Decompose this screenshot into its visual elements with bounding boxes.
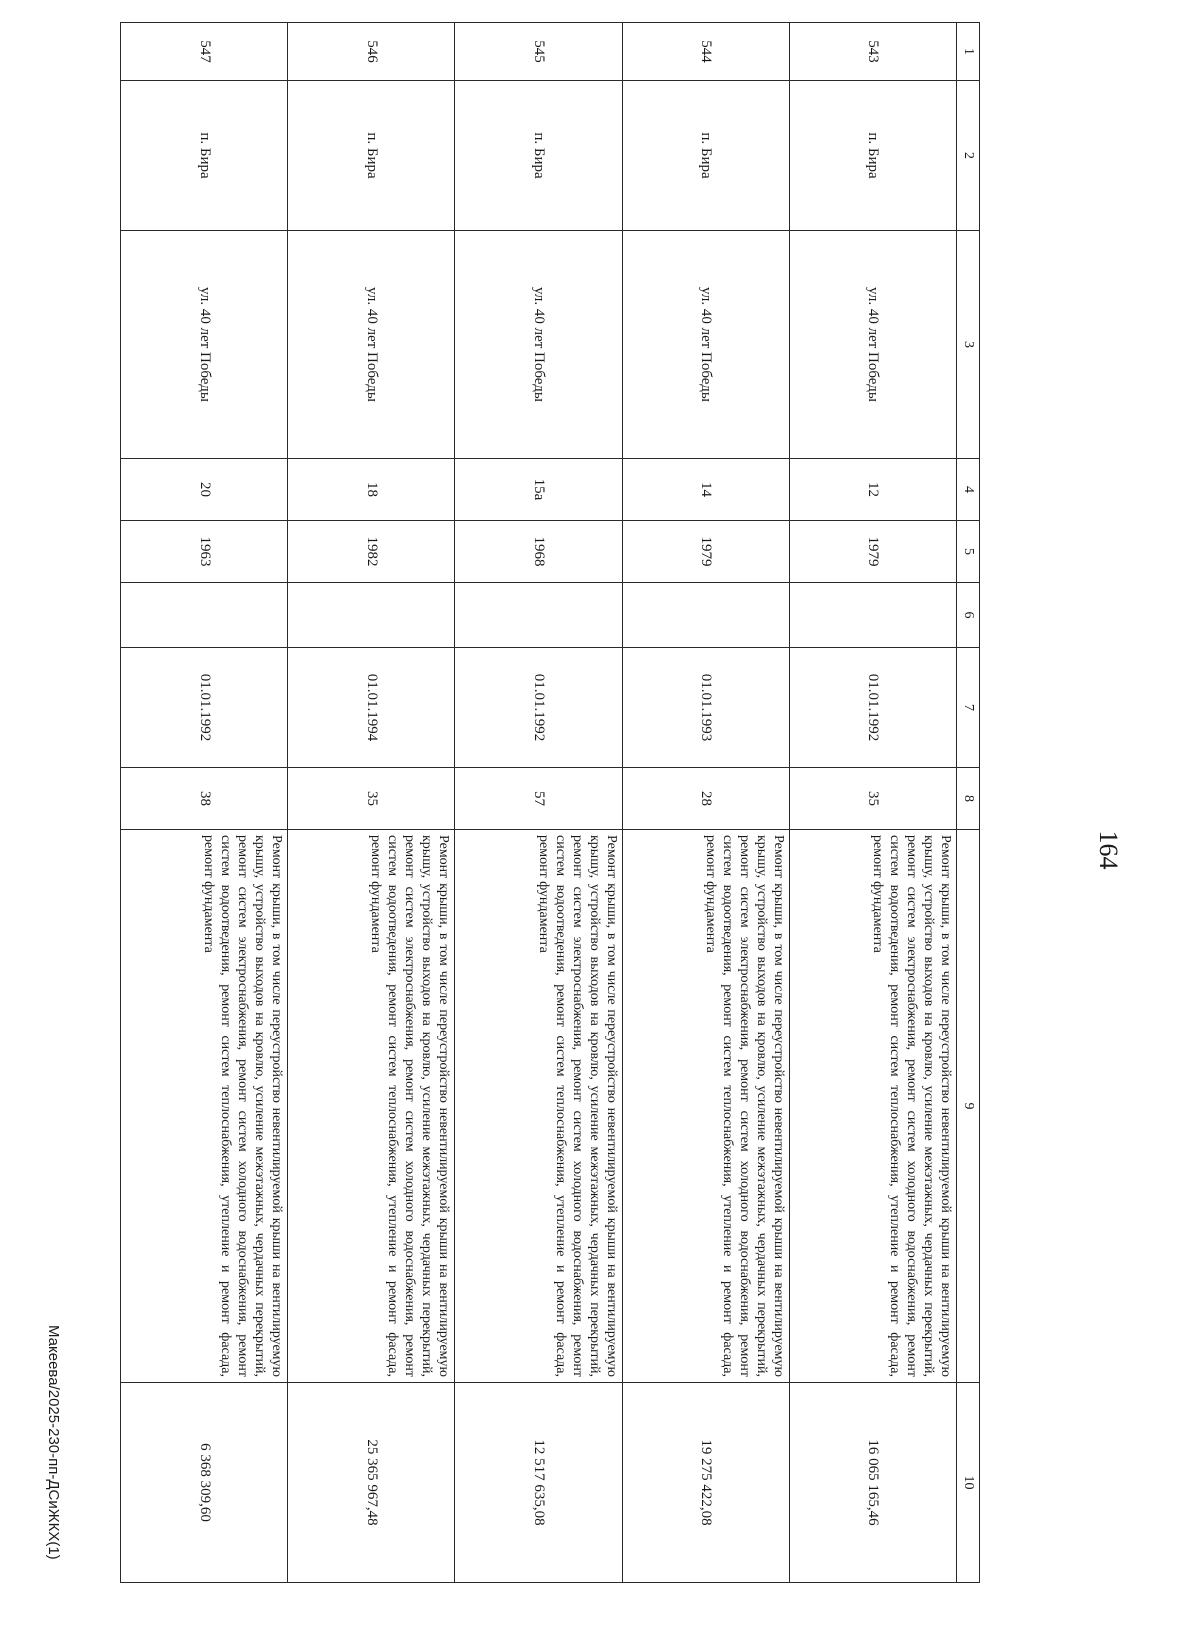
build-year: 1979 (622, 521, 789, 583)
works-description: Ремонт крыши, в том числе переустройство невентилируемой крыши на вентилируемую крышу, устройство выходов на кровлю, усиление межэтажных, чердачных перекрытий, ремонт систем электроснабжения, ремонт систем холодного водоснабжения, ремонт систем водоотведения, ремонт систем теплоснабжения, утепление и ремонт фасада, ремонт фундамента (789, 830, 956, 1383)
row-number: 545 (455, 23, 622, 81)
works-description: Ремонт крыши, в том числе переустройство невентилируемой крыши на вентилируемую крышу, устройство выходов на кровлю, усиление межэтажных, чердачных перекрытий, ремонт систем электроснабжения, ремонт систем холодного водоснабжения, ремонт систем водоотведения, ремонт систем теплоснабжения, утепление и ремонт фасада, ремонт фундамента (455, 830, 622, 1383)
row-number: 543 (789, 23, 956, 81)
column-number-6: 6 (957, 583, 980, 648)
column-number-row (957, 23, 980, 1583)
table-row (121, 23, 288, 1583)
build-year: 1982 (288, 521, 455, 583)
column-8-value: 57 (455, 768, 622, 830)
date: 01.01.1992 (455, 648, 622, 768)
cost: 6 368 309,60 (121, 1383, 288, 1583)
settlement: п. Бира (789, 81, 956, 231)
table-body (121, 23, 957, 1583)
cost: 19 275 422,08 (622, 1383, 789, 1583)
house-number: 12 (789, 459, 956, 521)
column-number-5: 5 (957, 521, 980, 583)
row-number: 547 (121, 23, 288, 81)
works-description: Ремонт крыши, в том числе переустройство невентилируемой крыши на вентилируемую крышу, устройство выходов на кровлю, усиление межэтажных, чердачных перекрытий, ремонт систем электроснабжения, ремонт систем холодного водоснабжения, ремонт систем водоотведения, ремонт систем теплоснабжения, утепление и ремонт фасада, ремонт фундамента (622, 830, 789, 1383)
column-number-9: 9 (957, 830, 980, 1383)
cost: 25 365 967,48 (288, 1383, 455, 1583)
column-number-2: 2 (957, 81, 980, 231)
table-row (288, 23, 455, 1583)
date: 01.01.1994 (288, 648, 455, 768)
table-row (455, 23, 622, 1583)
settlement: п. Бира (455, 81, 622, 231)
capital-repair-table (120, 22, 980, 1583)
date: 01.01.1992 (789, 648, 956, 768)
works-description: Ремонт крыши, в том числе переустройство невентилируемой крыши на вентилируемую крышу, устройство выходов на кровлю, усиление межэтажных, чердачных перекрытий, ремонт систем электроснабжения, ремонт систем холодного водоснабжения, ремонт систем водоотведения, ремонт систем теплоснабжения, утепление и ремонт фасада, ремонт фундамента (121, 830, 288, 1383)
column-6-value (121, 583, 288, 648)
page-number: 164 (1094, 830, 1123, 870)
column-6-value (288, 583, 455, 648)
table-rotator (120, 22, 980, 1582)
column-8-value: 38 (121, 768, 288, 830)
house-number: 15а (455, 459, 622, 521)
column-number-7: 7 (957, 648, 980, 768)
settlement: п. Бира (288, 81, 455, 231)
build-year: 1968 (455, 521, 622, 583)
column-6-value (455, 583, 622, 648)
column-number-1: 1 (957, 23, 980, 81)
rotated-table-region (196, 22, 1200, 1582)
street: ул. 40 лет Победы (789, 231, 956, 459)
house-number: 14 (622, 459, 789, 521)
column-number-8: 8 (957, 768, 980, 830)
table-row (622, 23, 789, 1583)
table-row (789, 23, 956, 1583)
cost: 16 065 165,46 (789, 1383, 956, 1583)
settlement: п. Бира (121, 81, 288, 231)
document-id: Макеева/2025-230-пп-ДСиЖКХ(1) (45, 1325, 62, 1560)
house-number: 20 (121, 459, 288, 521)
column-6-value (789, 583, 956, 648)
cost: 12 517 635,08 (455, 1383, 622, 1583)
street: ул. 40 лет Победы (622, 231, 789, 459)
column-number-3: 3 (957, 231, 980, 459)
date: 01.01.1993 (622, 648, 789, 768)
column-8-value: 35 (288, 768, 455, 830)
column-8-value: 28 (622, 768, 789, 830)
street: ул. 40 лет Победы (288, 231, 455, 459)
column-number-10: 10 (957, 1383, 980, 1583)
build-year: 1979 (789, 521, 956, 583)
row-number: 546 (288, 23, 455, 81)
street: ул. 40 лет Победы (455, 231, 622, 459)
street: ул. 40 лет Победы (121, 231, 288, 459)
column-8-value: 35 (789, 768, 956, 830)
settlement: п. Бира (622, 81, 789, 231)
date: 01.01.1992 (121, 648, 288, 768)
column-number-4: 4 (957, 459, 980, 521)
column-6-value (622, 583, 789, 648)
row-number: 544 (622, 23, 789, 81)
works-description: Ремонт крыши, в том числе переустройство невентилируемой крыши на вентилируемую крышу, устройство выходов на кровлю, усиление межэтажных, чердачных перекрытий, ремонт систем электроснабжения, ремонт систем холодного водоснабжения, ремонт систем водоотведения, ремонт систем теплоснабжения, утепление и ремонт фасада, ремонт фундамента (288, 830, 455, 1383)
build-year: 1963 (121, 521, 288, 583)
house-number: 18 (288, 459, 455, 521)
